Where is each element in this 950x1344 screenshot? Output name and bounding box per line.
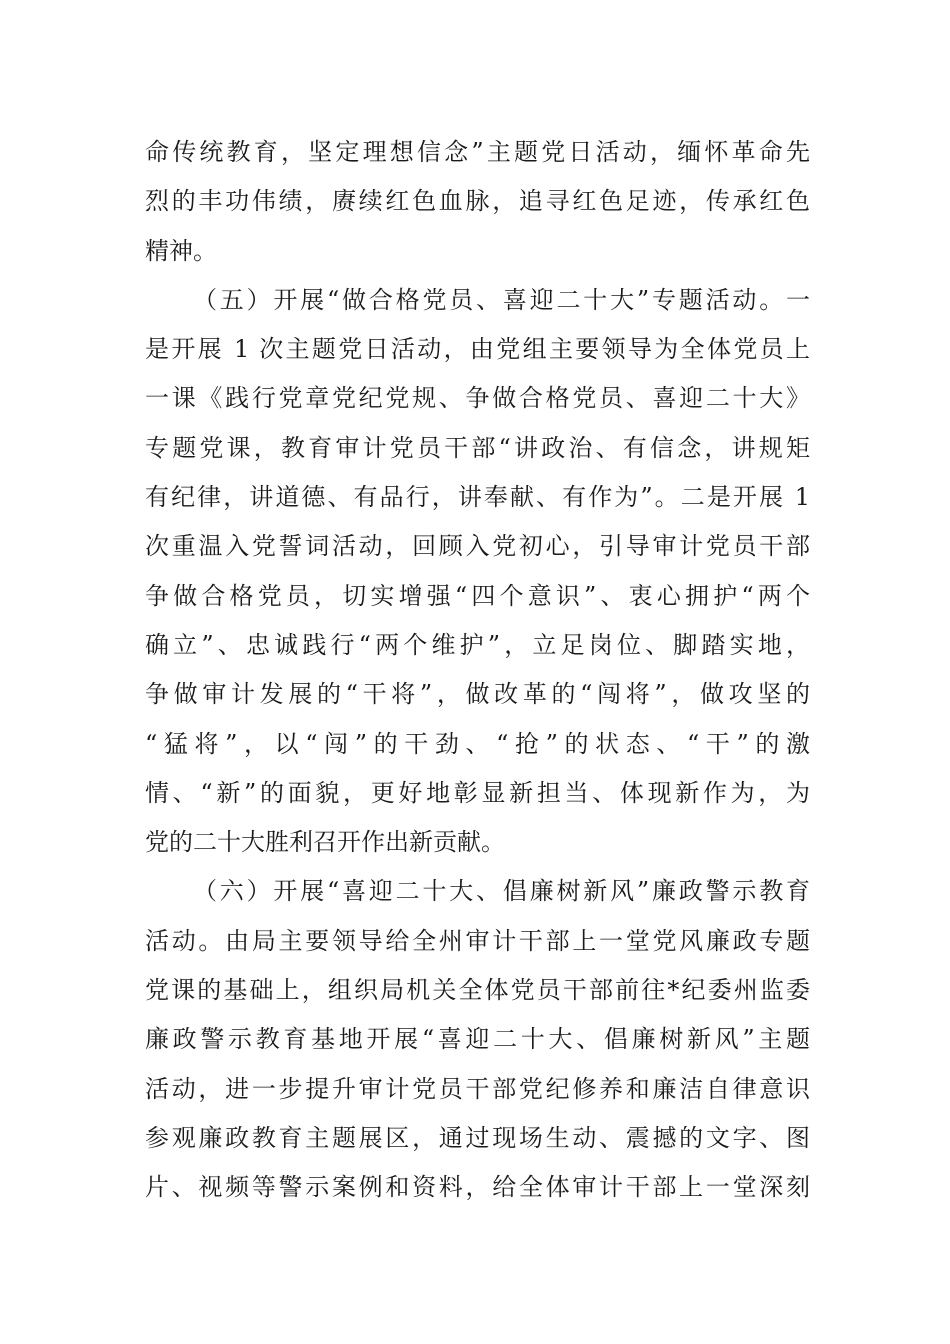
text-line: 党的二十大胜利召开作出新贡献。 [145, 828, 505, 857]
text-line: 次重温入党誓词活动，回顾入党初心，引导审计党员干部 [145, 532, 810, 561]
text-line: 廉政警示教育基地开展“喜迎二十大、倡廉树新风”主题 [145, 1025, 810, 1054]
body-text [145, 128, 810, 1213]
text-line: 命传统教育，坚定理想信念”主题党日活动，缅怀革命先 [145, 138, 810, 166]
text-line: 争做合格党员，切实增强“四个意识”、衷心拥护“两个 [145, 581, 810, 610]
text-line: （六）开展“喜迎二十大、倡廉树新风”廉政警示教育 [193, 877, 810, 906]
text-line: 活动，进一步提升审计党员干部党纪修养和廉洁自律意识 [145, 1074, 810, 1103]
text-line: 精神。 [145, 236, 217, 265]
text-line: 一课《践行党章党纪党规、争做合格党员、喜迎二十大》 [145, 384, 810, 413]
text-line: 确立”、忠诚践行“两个维护”，立足岗位、脚踏实地， [145, 630, 810, 659]
text-line: “猛将”，以“闯”的干劲、“抢”的状态、“干”的激 [145, 729, 810, 758]
paragraph-section-five [145, 276, 810, 868]
text-line: 党课的基础上，组织局机关全体党员干部前往*纪委州监委 [145, 976, 810, 1005]
text-line: 片、视频等警示案例和资料，给全体审计干部上一堂深刻 [145, 1173, 810, 1202]
text-line: 是开展 1 次主题党日活动，由党组主要领导为全体党员上 [145, 335, 810, 364]
text-line: （五）开展“做合格党员、喜迎二十大”专题活动。一 [193, 285, 810, 314]
paragraph-continuation [145, 128, 810, 276]
text-line: 烈的丰功伟绩，赓续红色血脉，追寻红色足迹，传承红色 [145, 187, 810, 216]
text-line: 活动。由局主要领导给全州审计干部上一堂党风廉政专题 [145, 926, 810, 955]
text-line: 争做审计发展的“干将”，做改革的“闯将”，做攻坚的 [145, 680, 810, 709]
text-line: 有纪律，讲道德、有品行，讲奉献、有作为”。二是开展 1 [145, 483, 810, 512]
paragraph-section-six [145, 867, 810, 1212]
text-line: 情、“新”的面貌，更好地彰显新担当、体现新作为，为 [145, 778, 810, 807]
text-line: 专题党课，教育审计党员干部“讲政治、有信念，讲规矩 [145, 433, 810, 462]
text-line: 参观廉政教育主题展区，通过现场生动、震撼的文字、图 [145, 1123, 810, 1152]
